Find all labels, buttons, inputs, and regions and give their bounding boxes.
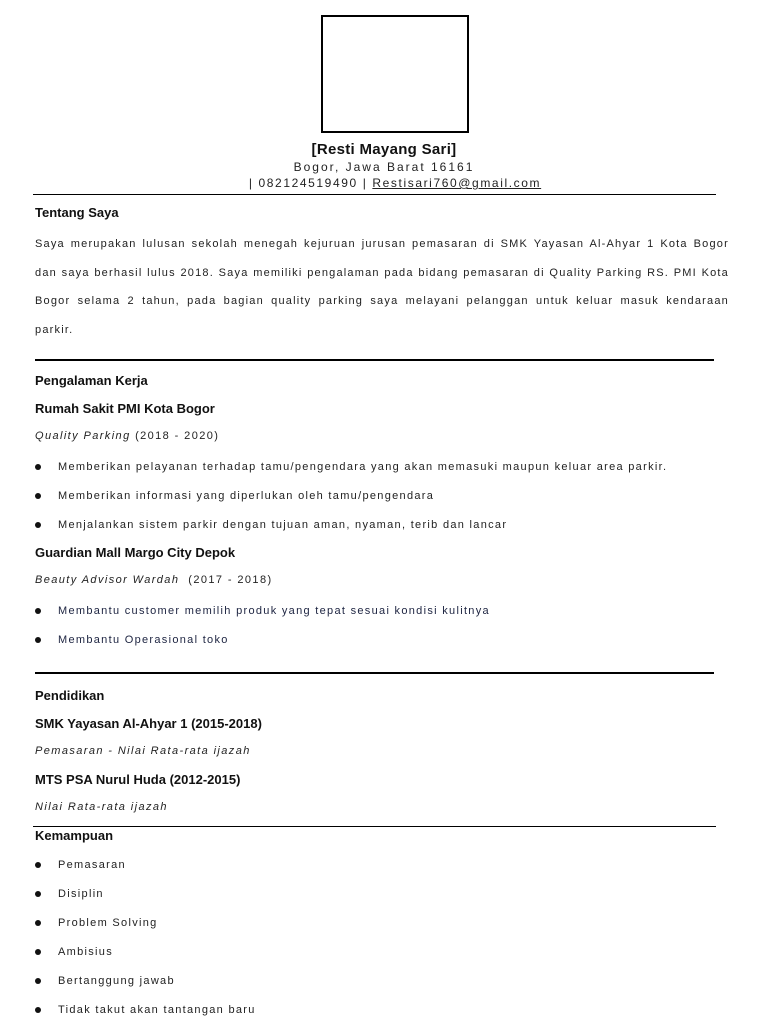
photo-placeholder (321, 15, 469, 133)
job-role: Quality Parking (35, 430, 131, 442)
school-name: MTS PSA Nurul Huda (2012-2015) (35, 772, 241, 787)
job-period: (2017 - 2018) (188, 574, 273, 586)
skills-list (35, 858, 256, 1032)
list-item: Memberikan informasi yang diperlukan oleh tamu/pengendara (35, 489, 667, 518)
bullet-icon (35, 862, 41, 868)
bullet-icon (35, 464, 41, 470)
job-org: Rumah Sakit PMI Kota Bogor (35, 401, 215, 416)
email-link[interactable]: Restisari760@gmail.com (372, 176, 542, 190)
bullet-icon (35, 920, 41, 926)
header-divider (33, 194, 716, 195)
list-item: Tidak takut akan tantangan baru (35, 1003, 256, 1032)
list-item: Membantu customer memilih produk yang tepat sesuai kondisi kulitnya (35, 604, 490, 633)
about-divider (35, 359, 714, 361)
job-duties-list (35, 460, 667, 547)
applicant-address: Bogor, Jawa Barat 16161 (293, 160, 475, 174)
education-heading: Pendidikan (35, 688, 105, 703)
about-paragraph: Saya merupakan lulusan sekolah menegah kejuruan jurusan pemasaran di SMK Yayasan Al-Ahyar 1 Kota Bogor dan saya berhasil lulus 2018. Saya memiliki pengalaman pada bidang pemasaran di Quality Parking RS. PMI Kota Bogor selama 2 tahun, pada bagian quality parking saya melayani pelanggan untuk keluar masuk kendaraan parkir. (35, 238, 729, 336)
school-detail: Nilai Rata-rata ijazah (35, 801, 168, 813)
school-detail: Pemasaran - Nilai Rata-rata ijazah (35, 745, 251, 757)
list-item: Disiplin (35, 887, 256, 916)
job-org: Guardian Mall Margo City Depok (35, 545, 236, 560)
list-item: Memberikan pelayanan terhadap tamu/pengendara yang akan memasuki maupun keluar area parkir. (35, 460, 667, 489)
bullet-icon (35, 891, 41, 897)
bullet-icon (35, 949, 41, 955)
job-role-line (35, 574, 273, 586)
applicant-name: [Resti Mayang Sari] (311, 141, 457, 158)
experience-divider (35, 672, 714, 674)
education-divider (33, 826, 716, 827)
about-heading: Tentang Saya (35, 205, 119, 220)
bullet-icon (35, 978, 41, 984)
job-role-line (35, 430, 219, 442)
list-item: Membantu Operasional toko (35, 633, 490, 662)
bullet-icon (35, 608, 41, 614)
job-role: Beauty Advisor Wardah (35, 574, 180, 586)
list-item: Bertanggung jawab (35, 974, 256, 1003)
contact-line (0, 176, 768, 190)
bullet-icon (35, 493, 41, 499)
skills-heading: Kemampuan (35, 828, 114, 843)
experience-heading: Pengalaman Kerja (35, 373, 148, 388)
list-item: Problem Solving (35, 916, 256, 945)
bullet-icon (35, 522, 41, 528)
job-duties-list (35, 604, 490, 662)
list-item: Ambisius (35, 945, 256, 974)
school-name: SMK Yayasan Al-Ahyar 1 (2015-2018) (35, 716, 262, 731)
bullet-icon (35, 637, 41, 643)
list-item: Menjalankan sistem parkir dengan tujuan aman, nyaman, terib dan lancar (35, 518, 667, 547)
job-period: (2018 - 2020) (135, 430, 220, 442)
phone-number: | 082124519490 | (248, 176, 373, 190)
bullet-icon (35, 1007, 41, 1013)
list-item: Pemasaran (35, 858, 256, 887)
